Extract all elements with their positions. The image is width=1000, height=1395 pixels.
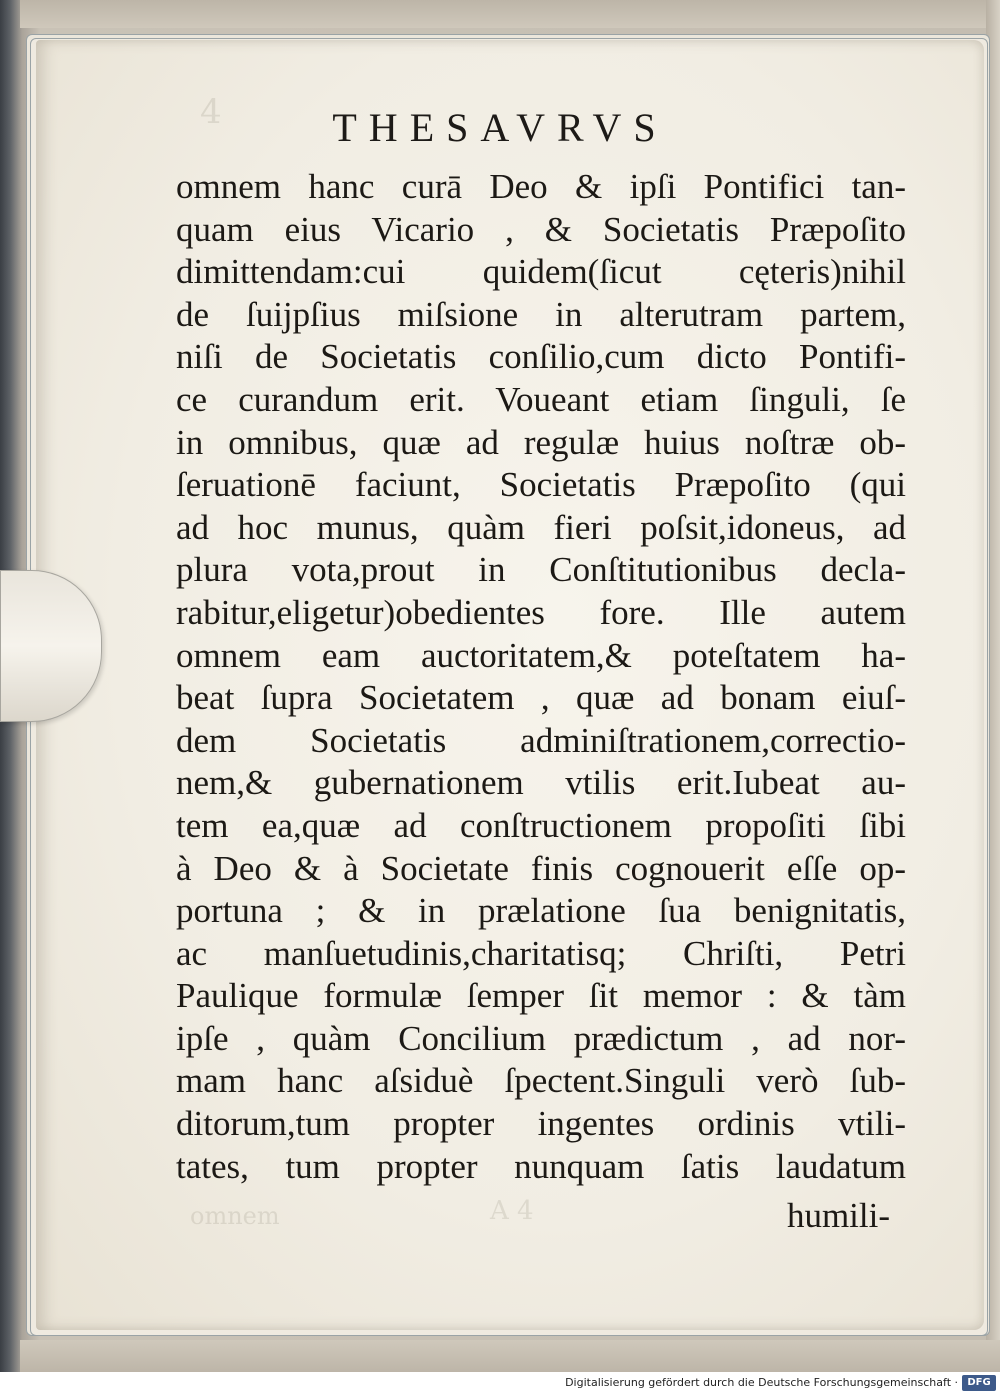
text-line: rabitur,eligetur)obedientes fore. Ille autem: [176, 592, 906, 632]
text-line: beat ſupra Societatem , quæ ad bonam eiuſ-: [176, 678, 906, 718]
text-line: ad hoc munus, quàm fieri poſsit,idoneus, ad: [176, 507, 906, 547]
book-cover-bottom: [20, 1340, 1000, 1372]
text-line: de ſuijpſius miſsione in alterutram partem,: [176, 294, 906, 334]
text-line: ce curandum erit. Voueant etiam ſinguli, ſe: [176, 379, 906, 419]
text-line: tates, tum propter nunquam ſatis laudatum: [176, 1146, 906, 1186]
text-line: quam eius Vicario , & Societatis Præpoſito: [176, 209, 906, 249]
text-line: portuna ; & in prælatione ſua benignitatis,: [176, 891, 906, 931]
footer-bar: [0, 1372, 1000, 1395]
dfg-logo: DFG: [962, 1375, 996, 1391]
bleed-through-signature: A 4: [490, 1196, 534, 1226]
text-line: niſi de Societatis conſilio,cum dicto Pontifi-: [176, 337, 906, 377]
footer-credit: Digitalisierung gefördert durch die Deutsche Forschungsgemeinschaft ·: [565, 1376, 958, 1389]
text-line: ſeruationē faciunt, Societatis Præpoſito (qui: [176, 465, 906, 505]
book-cover-top: [20, 0, 1000, 28]
text-line: Paulique formulæ ſemper ſit memor : & tàm: [176, 976, 906, 1016]
text-line: omnem eam auctoritatem,& poteſtatem ha-: [176, 635, 906, 675]
text-line: plura vota,prout in Conſtitutionibus decla-: [176, 550, 906, 590]
catchword: humili-: [786, 1196, 890, 1235]
text-line: nem,& gubernationem vtilis erit.Iubeat au-: [176, 763, 906, 803]
text-line: à Deo & à Societate finis cognouerit eſſe op-: [176, 848, 906, 888]
bleed-through-folio: 4: [200, 92, 222, 132]
running-head: THESAVRVS: [332, 105, 668, 150]
text-line: omnem hanc curā Deo & ipſi Pontifici tan-: [176, 167, 906, 206]
text-line: mam hanc aſsiduè ſpectent.Singuli verò ſub-: [176, 1061, 906, 1101]
bleed-through-foot-word: omnem: [190, 1202, 280, 1230]
text-line: dimittendam:cui quidem(ſicut cęteris)nihil: [176, 252, 906, 292]
text-line: dem Societatis adminiſtrationem,correctio-: [176, 720, 906, 760]
text-line: ac manſuetudinis,charitatisq; Chriſti, Petri: [176, 933, 906, 973]
text-line: ipſe , quàm Concilium prædictum , ad nor-: [176, 1018, 906, 1058]
text-line: in omnibus, quæ ad regulæ huius noſtræ ob-: [176, 422, 906, 462]
body-text: [176, 166, 906, 1188]
text-line: tem ea,quæ ad conſtructionem propoſiti ſibi: [176, 805, 906, 845]
text-line: ditorum,tum propter ingentes ordinis vtili-: [176, 1104, 906, 1144]
